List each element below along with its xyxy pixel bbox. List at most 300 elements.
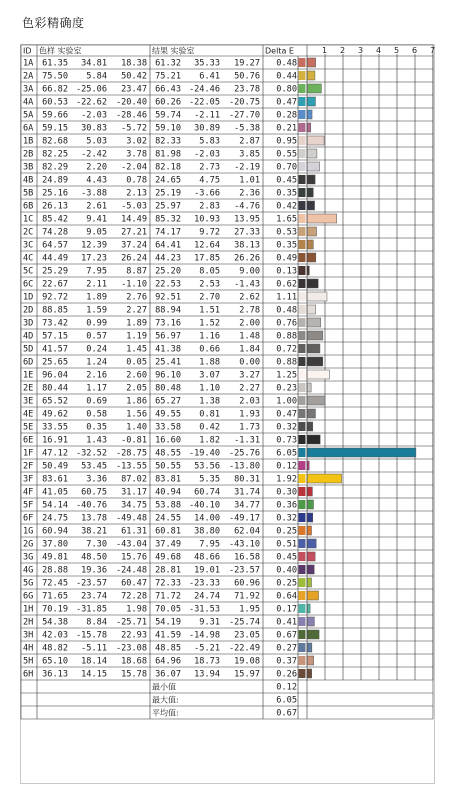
measured-lab-value: 9.00 [239,266,260,277]
reference-lab-value: 37.80 [42,539,68,550]
delta-e-value: 0.17 [276,604,297,615]
row-id: 4C [23,253,34,264]
delta-e-value: 0.44 [276,71,297,82]
reference-lab-value: 2.16 [86,370,107,381]
delta-e-bar [307,526,312,535]
delta-e-bar [307,591,319,600]
reference-lab-value: 59.15 [42,123,68,134]
row-id: 5D [23,344,34,355]
measured-lab-value: -4.76 [234,201,260,212]
color-swatch [299,552,306,561]
header-id: ID [23,46,32,56]
color-swatch [299,344,306,353]
delta-e-value: 0.55 [276,149,297,160]
measured-lab-value: 1.10 [199,383,220,394]
measured-lab-value: 88.94 [155,305,181,316]
delta-e-bar [307,656,314,665]
measured-lab-value: -23.57 [228,565,260,576]
reference-lab-value: 50.49 [42,461,68,472]
reference-lab-value: -24.48 [115,565,147,576]
reference-lab-value: 50.42 [121,71,147,82]
measured-lab-value: 82.33 [155,136,181,147]
measured-lab-value: 1.48 [239,331,260,342]
measured-lab-value: 24.65 [155,175,181,186]
row-id: 2C [23,227,34,238]
reference-lab-value: 0.99 [86,318,107,329]
reference-lab-value: 14.49 [121,214,147,225]
measured-lab-value: 50.55 [155,461,181,472]
reference-lab-value: 0.78 [126,175,147,186]
reference-lab-value: 18.68 [121,656,147,667]
reference-lab-value: 48.82 [42,643,68,654]
delta-e-value: 0.88 [276,357,297,368]
color-swatch [299,201,306,210]
reference-lab-value: 60.47 [121,578,147,589]
reference-lab-value: 13.78 [81,513,107,524]
measured-lab-value: 22.53 [155,279,181,290]
reference-lab-value: 15.78 [121,669,147,680]
reference-lab-value: 75.50 [42,71,68,82]
measured-lab-value: 2.27 [239,383,260,394]
row-id: 3D [23,318,34,329]
reference-lab-value: 26.24 [121,253,147,264]
color-swatch [299,175,306,184]
delta-e-value: 0.45 [276,552,297,563]
measured-lab-value: 30.89 [194,123,220,134]
delta-e-value: 0.13 [276,266,297,277]
measured-lab-value: 0.00 [239,357,260,368]
measured-lab-value: -27.70 [228,110,260,121]
reference-lab-value: -28.46 [115,110,147,121]
delta-e-value: 0.47 [276,409,297,420]
delta-e-bar [307,383,311,392]
reference-lab-value: 85.42 [42,214,68,225]
measured-lab-value: -49.17 [228,513,260,524]
row-id: 4F [23,487,34,498]
summary-label: 最小值 [152,682,176,692]
reference-lab-value: 4.43 [86,175,107,186]
reference-lab-value: 26.13 [42,201,68,212]
row-id: 1G [23,526,34,537]
color-swatch [299,240,306,249]
reference-lab-value: -0.81 [121,435,147,446]
reference-lab-value: 1.24 [86,357,107,368]
summary-value: 0.12 [276,682,297,693]
reference-lab-value: 1.40 [126,422,147,433]
summary-label: 最大值: [152,695,179,705]
reference-lab-value: -2.04 [121,162,147,173]
color-swatch [299,448,306,457]
color-swatch [299,123,306,132]
measured-lab-value: 41.59 [155,630,181,641]
row-id: 1E [23,370,34,381]
reference-lab-value: 1.59 [86,305,107,316]
reference-lab-value: 22.67 [42,279,68,290]
reference-lab-value: 74.28 [42,227,68,238]
color-swatch [299,578,306,587]
reference-lab-value: 70.19 [42,604,68,615]
row-id: 1H [23,604,34,615]
delta-e-value: 0.41 [276,617,297,628]
reference-lab-value: 73.42 [42,318,68,329]
measured-lab-value: 73.16 [155,318,181,329]
measured-lab-value: 38.80 [194,526,220,537]
reference-lab-value: 2.13 [126,188,147,199]
color-swatch [299,253,306,262]
row-id: 1F [23,448,34,459]
row-id: 3G [23,552,34,563]
reference-lab-value: 54.14 [42,500,68,511]
measured-lab-value: 49.55 [155,409,181,420]
measured-lab-value: 2.62 [239,292,260,303]
measured-lab-value: 25.41 [155,357,181,368]
measured-lab-value: 1.82 [199,435,220,446]
reference-lab-value: 48.50 [81,552,107,563]
row-id: 4G [23,565,34,576]
reference-lab-value: 65.10 [42,656,68,667]
color-swatch [299,214,306,223]
reference-lab-value: 61.35 [42,58,68,69]
measured-lab-value: 15.97 [234,669,260,680]
color-swatch [299,162,306,171]
measured-lab-value: 0.81 [199,409,220,420]
reference-lab-value: -1.10 [121,279,147,290]
measured-lab-value: 56.97 [155,331,181,342]
color-swatch [299,669,306,678]
measured-lab-value: 1.38 [199,396,220,407]
delta-e-bar [307,539,316,548]
reference-lab-value: 31.17 [121,487,147,498]
delta-e-value: 1.25 [276,370,297,381]
color-swatch [299,604,306,613]
color-swatch [299,305,306,314]
measured-lab-value: 3.07 [199,370,220,381]
measured-lab-value: 12.64 [194,240,220,251]
measured-lab-value: -3.66 [194,188,220,199]
delta-e-bar [307,578,312,587]
reference-lab-value: 60.75 [81,487,107,498]
reference-lab-value: 16.91 [42,435,68,446]
row-id: 3H [23,630,34,641]
reference-lab-value: 18.14 [81,656,107,667]
delta-e-bar [307,448,416,457]
measured-lab-value: -43.10 [228,539,260,550]
measured-lab-value: 64.96 [155,656,181,667]
header-measured-lab: 结果 实验室 [152,46,195,56]
header-reference-lab: 色样 实验室 [39,46,82,56]
color-swatch [299,656,306,665]
color-swatch [299,630,306,639]
delta-e-bar [307,266,309,275]
reference-lab-value: 47.12 [42,448,68,459]
delta-e-bar [307,214,337,223]
measured-lab-value: 75.21 [155,71,181,82]
reference-lab-value: 80.44 [42,383,68,394]
reference-lab-value: -15.78 [75,630,107,641]
measured-lab-value: 61.32 [155,58,181,69]
reference-lab-value: 30.83 [81,123,107,134]
color-swatch [299,110,306,119]
measured-lab-value: 1.52 [199,318,220,329]
delta-e-value: 0.95 [276,136,297,147]
measured-lab-value: 34.77 [234,500,260,511]
measured-lab-value: 2.87 [239,136,260,147]
measured-lab-value: -2.03 [194,149,220,160]
measured-lab-value: 27.33 [234,227,260,238]
reference-lab-value: -28.75 [115,448,147,459]
reference-lab-value: 9.41 [86,214,107,225]
delta-e-value: 0.12 [276,461,297,472]
color-swatch [299,435,306,444]
measured-lab-value: 2.78 [239,305,260,316]
delta-e-bar [307,240,313,249]
delta-e-chart [21,45,434,783]
reference-lab-value: 8.87 [126,266,147,277]
delta-e-value: 0.45 [276,175,297,186]
reference-lab-value: -32.52 [75,448,107,459]
delta-e-value: 0.76 [276,318,297,329]
delta-e-bar [307,357,323,366]
reference-lab-value: 5.84 [86,71,107,82]
reference-lab-value: 54.38 [42,617,68,628]
reference-lab-value: 57.15 [42,331,68,342]
measured-lab-value: -2.11 [194,110,220,121]
measured-lab-value: 83.81 [155,474,181,485]
delta-e-bar [307,487,312,496]
measured-lab-value: 82.18 [155,162,181,173]
reference-lab-value: 15.76 [121,552,147,563]
row-id: 2D [23,305,34,316]
measured-lab-value: 1.93 [239,409,260,420]
delta-e-value: 0.32 [276,422,297,433]
measured-lab-value: 0.66 [199,344,220,355]
row-id: 5B [23,188,34,199]
measured-lab-value: 81.98 [155,149,181,160]
delta-e-bar [307,71,315,80]
row-id: 6C [23,279,34,290]
reference-lab-value: 82.68 [42,136,68,147]
reference-lab-value: 0.69 [86,396,107,407]
delta-e-bar [307,422,313,431]
color-swatch [299,487,306,496]
color-swatch [299,409,306,418]
reference-lab-value: 8.84 [86,617,107,628]
reference-lab-value: 2.20 [86,162,107,173]
reference-lab-value: 18.38 [121,58,147,69]
reference-lab-value: 0.35 [86,422,107,433]
reference-lab-value: -25.71 [115,617,147,628]
delta-e-bar [307,669,312,678]
reference-lab-value: 92.72 [42,292,68,303]
measured-lab-value: 64.41 [155,240,181,251]
measured-lab-value: 3.27 [239,370,260,381]
row-id: 1A [23,58,34,69]
reference-lab-value: -43.04 [115,539,147,550]
delta-e-value: 0.67 [276,630,297,641]
reference-lab-value: 41.57 [42,344,68,355]
measured-lab-value: 35.33 [194,58,220,69]
reference-lab-value: 2.76 [126,292,147,303]
reference-lab-value: 66.82 [42,84,68,95]
delta-e-bar [307,123,311,132]
measured-lab-value: 71.92 [234,591,260,602]
row-id: 6B [23,201,34,212]
row-id: 6D [23,357,34,368]
color-swatch [299,149,306,158]
scale-tick-label: 7 [430,46,436,55]
reference-lab-value: -5.72 [121,123,147,134]
reference-lab-value: -5.11 [81,643,107,654]
delta-e-bar [307,409,315,418]
reference-lab-value: 0.57 [86,331,107,342]
measured-lab-value: -20.75 [228,97,260,108]
measured-lab-value: 28.81 [155,565,181,576]
measured-lab-value: 53.56 [194,461,220,472]
reference-lab-value: 5.03 [86,136,107,147]
measured-lab-value: 18.73 [194,656,220,667]
measured-lab-value: -40.10 [188,500,220,511]
measured-lab-value: 48.85 [155,643,181,654]
measured-lab-value: -1.43 [234,279,260,290]
measured-lab-value: 74.17 [155,227,181,238]
measured-lab-value: 59.10 [155,123,181,134]
summary-value: 6.05 [276,695,297,706]
measured-lab-value: 38.13 [234,240,260,251]
color-swatch [299,591,306,600]
delta-e-bar [307,552,315,561]
measured-lab-value: 41.38 [155,344,181,355]
measured-lab-value: 1.95 [239,604,260,615]
row-id: 1D [23,292,34,303]
reference-lab-value: 24.89 [42,175,68,186]
measured-lab-value: 60.81 [155,526,181,537]
row-id: 2E [23,383,34,394]
delta-e-value: 0.53 [276,227,297,238]
measured-lab-value: 1.73 [239,422,260,433]
measured-lab-value: -24.46 [188,84,220,95]
delta-e-value: 0.62 [276,279,297,290]
measured-lab-value: 19.08 [234,656,260,667]
row-id: 4B [23,175,34,186]
color-swatch [299,292,306,301]
reference-lab-value: 1.56 [126,409,147,420]
color-swatch [299,331,306,340]
measured-lab-value: 6.41 [199,71,220,82]
delta-e-value: 0.35 [276,188,297,199]
measured-lab-value: 71.72 [155,591,181,602]
measured-lab-value: 96.10 [155,370,181,381]
delta-e-bar [307,643,312,652]
delta-e-value: 6.05 [276,448,297,459]
delta-e-value: 0.47 [276,97,297,108]
measured-lab-value: 2.83 [199,201,220,212]
delta-e-value: 0.21 [276,123,297,134]
reference-lab-value: 1.45 [126,344,147,355]
reference-lab-value: 49.81 [42,552,68,563]
reference-lab-value: 3.36 [86,474,107,485]
reference-lab-value: 71.65 [42,591,68,602]
color-swatch [299,474,306,483]
scale-tick-label: 3 [358,46,364,55]
color-swatch [299,279,306,288]
reference-lab-value: 27.21 [121,227,147,238]
color-swatch [299,71,306,80]
measured-lab-value: 24.74 [194,591,220,602]
measured-lab-value: 25.97 [155,201,181,212]
measured-lab-value: -5.38 [234,123,260,134]
measured-lab-value: 37.49 [155,539,181,550]
measured-lab-value: 2.36 [239,188,260,199]
reference-lab-value: 2.61 [86,201,107,212]
delta-e-value: 0.40 [276,565,297,576]
reference-lab-value: -23.08 [115,643,147,654]
color-swatch [299,227,306,236]
row-id: 6F [23,513,34,524]
measured-lab-value: 25.20 [155,266,181,277]
color-swatch [299,539,306,548]
reference-lab-value: -13.55 [115,461,147,472]
measured-lab-value: -25.74 [228,617,260,628]
row-id: 6G [23,591,34,602]
measured-lab-value: 13.95 [234,214,260,225]
delta-e-bar [307,435,320,444]
reference-lab-value: 9.05 [86,227,107,238]
delta-e-bar [307,58,316,67]
row-id: 3A [23,84,34,95]
delta-e-value: 0.70 [276,162,297,173]
measured-lab-value: 7.95 [199,539,220,550]
page-title: 色彩精确度 [22,16,85,30]
row-id: 5G [23,578,34,589]
color-swatch [299,565,306,574]
measured-lab-value: 53.88 [155,500,181,511]
measured-lab-value: 2.70 [199,292,220,303]
reference-lab-value: 1.86 [126,396,147,407]
reference-lab-value: 61.31 [121,526,147,537]
reference-lab-value: 34.75 [121,500,147,511]
measured-lab-value: 1.01 [239,175,260,186]
row-id: 3B [23,162,34,173]
reference-lab-value: 7.95 [86,266,107,277]
measured-lab-value: 85.32 [155,214,181,225]
color-swatch [299,266,306,275]
row-id: 5A [23,110,34,121]
delta-e-value: 0.42 [276,201,297,212]
measured-lab-value: -1.31 [234,435,260,446]
reference-lab-value: 3.02 [126,136,147,147]
reference-lab-value: -22.62 [75,97,107,108]
measured-lab-value: 33.58 [155,422,181,433]
color-swatch [299,396,306,405]
delta-e-value: 0.80 [276,84,297,95]
row-id: 4A [23,97,34,108]
delta-e-bar [307,292,327,301]
reference-lab-value: 24.75 [42,513,68,524]
row-id: 5E [23,422,34,433]
measured-lab-value: 10.93 [194,214,220,225]
delta-e-value: 0.48 [276,305,297,316]
measured-lab-value: 23.78 [234,84,260,95]
row-id: 2A [23,71,34,82]
reference-lab-value: 23.74 [81,591,107,602]
scale-tick-label: 2 [340,46,346,55]
delta-e-value: 0.35 [276,240,297,251]
reference-lab-value: -23.57 [75,578,107,589]
measured-lab-value: 59.74 [155,110,181,121]
delta-e-value: 0.49 [276,253,297,264]
delta-e-bar [307,227,317,236]
delta-e-bar [307,149,317,158]
